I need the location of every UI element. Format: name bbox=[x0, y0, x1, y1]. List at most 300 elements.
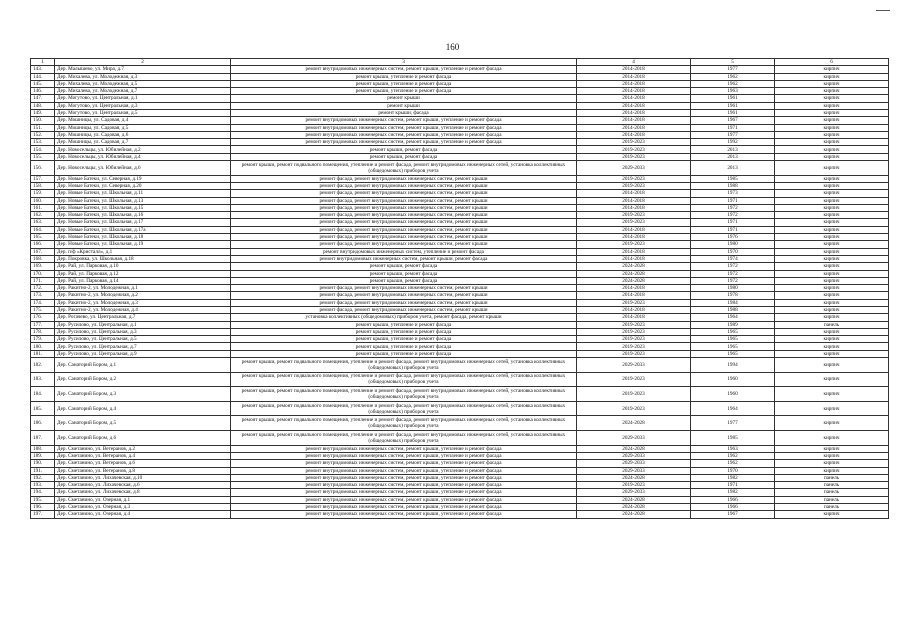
row-number-cell: 174. bbox=[31, 299, 55, 306]
repair-types-cell: ремонт внутридомовых инженерных систем, ремонт крыши, утепление и ремонт фасада bbox=[231, 504, 577, 511]
address-cell: Дер. Новосельцы, ул. Юбилейная, д.4 bbox=[55, 153, 231, 160]
row-number-cell: 195. bbox=[31, 496, 55, 503]
row-number-cell: 144. bbox=[31, 73, 55, 80]
period-cell: 2019-2023 bbox=[577, 401, 691, 416]
address-cell: Дер. Русилово, ул. Центральная, д.9 bbox=[55, 350, 231, 357]
build-year-cell: 1972 bbox=[691, 270, 775, 277]
table-row bbox=[31, 117, 889, 124]
address-cell: Дер. Новые Батеки, ул. Школьная, д.16 bbox=[55, 212, 231, 219]
row-number-cell: 197. bbox=[31, 511, 55, 518]
period-cell: 2014-2018 bbox=[577, 226, 691, 233]
table-row bbox=[31, 277, 889, 284]
repair-types-cell: ремонт фасада, ремонт внутридомовых инженерных систем, ремонт крыши bbox=[231, 197, 577, 204]
period-cell: 2024-2028 bbox=[577, 263, 691, 270]
repair-types-cell: ремонт фасада, ремонт внутридомовых инженерных систем, ремонт крыши bbox=[231, 241, 577, 248]
build-year-cell: 1965 bbox=[691, 350, 775, 357]
table-row bbox=[31, 482, 889, 489]
wall-material-cell: кирпич bbox=[775, 452, 889, 459]
address-cell: Дер. Новые Батеки, ул. Школьная, д.11 bbox=[55, 190, 231, 197]
wall-material-cell: кирпич bbox=[775, 73, 889, 80]
wall-material-cell: кирпич bbox=[775, 146, 889, 153]
address-cell: Дер. Новые Батеки, ул. Северная, д.20 bbox=[55, 182, 231, 189]
build-year-cell: 1982 bbox=[691, 474, 775, 481]
wall-material-cell: кирпич bbox=[775, 270, 889, 277]
repair-types-cell: ремонт внутридомовых инженерных систем, ремонт крыши, утепление и ремонт фасада bbox=[231, 482, 577, 489]
row-number-cell: 146. bbox=[31, 88, 55, 95]
repair-types-cell: ремонт крыши, ремонт фасада bbox=[231, 270, 577, 277]
repair-types-cell: ремонт внутридомовых инженерных систем, утепление и ремонт фасада bbox=[231, 248, 577, 255]
table-row bbox=[31, 248, 889, 255]
wall-material-cell: кирпич bbox=[775, 66, 889, 73]
row-number-cell: 172. bbox=[31, 285, 55, 292]
table-row bbox=[31, 358, 889, 373]
address-cell: Дер. Сметанино, ул. Ветеранов, д.8 bbox=[55, 467, 231, 474]
build-year-cell: 1989 bbox=[691, 321, 775, 328]
address-cell: Дер. Мошницы, ул. Садовая, д.5 bbox=[55, 124, 231, 131]
row-number-cell: 167. bbox=[31, 248, 55, 255]
table-row bbox=[31, 321, 889, 328]
wall-material-cell: кирпич bbox=[775, 190, 889, 197]
row-number-cell: 176. bbox=[31, 314, 55, 321]
wall-material-cell: кирпич bbox=[775, 95, 889, 102]
wall-material-cell: панель bbox=[775, 474, 889, 481]
period-cell: 2014-2018 bbox=[577, 131, 691, 138]
period-cell: 2019-2023 bbox=[577, 212, 691, 219]
row-number-cell: 148. bbox=[31, 102, 55, 109]
build-year-cell: 1978 bbox=[691, 292, 775, 299]
wall-material-cell: кирпич bbox=[775, 80, 889, 87]
repair-types-cell: ремонт внутридомовых инженерных систем, ремонт крыши, утепление и ремонт фасада bbox=[231, 139, 577, 146]
wall-material-cell: кирпич bbox=[775, 102, 889, 109]
table-row bbox=[31, 511, 889, 518]
period-cell: 2014-2018 bbox=[577, 66, 691, 73]
address-cell: Дер. Русилово, ул. Центральная, д.5 bbox=[55, 336, 231, 343]
row-number-cell: 185. bbox=[31, 401, 55, 416]
period-cell: 2014-2018 bbox=[577, 248, 691, 255]
address-cell: Дер. Михалева, ул. Молодежная, д.5 bbox=[55, 80, 231, 87]
table-row bbox=[31, 66, 889, 73]
build-year-cell: 1962 bbox=[691, 73, 775, 80]
repair-types-cell: ремонт крыши, фасада bbox=[231, 109, 577, 116]
table-row bbox=[31, 489, 889, 496]
wall-material-cell: кирпич bbox=[775, 416, 889, 431]
row-number-cell: 169. bbox=[31, 263, 55, 270]
table-row bbox=[31, 299, 889, 306]
wall-material-cell: кирпич bbox=[775, 255, 889, 262]
address-cell: Дер. Сметанино, ул. Озерная, д.1 bbox=[55, 496, 231, 503]
table-row bbox=[31, 452, 889, 459]
row-number-cell: 188. bbox=[31, 445, 55, 452]
wall-material-cell: кирпич bbox=[775, 401, 889, 416]
address-cell: Дер. Могутово, ул. Центральная, д.5 bbox=[55, 109, 231, 116]
wall-material-cell: кирпич bbox=[775, 88, 889, 95]
row-number-cell: 158. bbox=[31, 182, 55, 189]
row-number-cell: 154. bbox=[31, 146, 55, 153]
table-row bbox=[31, 255, 889, 262]
row-number-cell: 183. bbox=[31, 372, 55, 387]
table-row bbox=[31, 190, 889, 197]
table-row bbox=[31, 263, 889, 270]
repair-types-cell: ремонт крыши, ремонт подвального помещения, утепление и ремонт фасада, ремонт внутридомовых инженерных сетей, установка коллективных (общедомовых) приборов учета bbox=[231, 387, 577, 402]
wall-material-cell: кирпич bbox=[775, 131, 889, 138]
build-year-cell: 1965 bbox=[691, 336, 775, 343]
period-cell: 2029-2033 bbox=[577, 460, 691, 467]
repair-types-cell: ремонт крыши bbox=[231, 102, 577, 109]
build-year-cell: 1972 bbox=[691, 204, 775, 211]
repair-types-cell: ремонт крыши, ремонт фасада bbox=[231, 277, 577, 284]
address-cell: Дер. Сметанино, ул. Ветеранов, д.2 bbox=[55, 445, 231, 452]
build-year-cell: 2013 bbox=[691, 161, 775, 176]
address-cell: Дер. Санаторий Бором, д.3 bbox=[55, 387, 231, 402]
table-row bbox=[31, 234, 889, 241]
build-year-cell: 1994 bbox=[691, 358, 775, 373]
build-year-cell: 1988 bbox=[691, 307, 775, 314]
repair-types-cell: ремонт крыши, ремонт подвального помещения, утепление и ремонт фасада, ремонт внутридомовых инженерных сетей, установка коллективных (общедомовых) приборов учета bbox=[231, 161, 577, 176]
wall-material-cell: кирпич bbox=[775, 109, 889, 116]
build-year-cell: 1971 bbox=[691, 124, 775, 131]
header-cell: 1 bbox=[31, 59, 55, 66]
address-cell: Дер. Санаторий Бором, д.2 bbox=[55, 372, 231, 387]
row-number-cell: 181. bbox=[31, 350, 55, 357]
period-cell: 2024-2028 bbox=[577, 474, 691, 481]
repair-types-cell: ремонт крыши bbox=[231, 95, 577, 102]
table-row bbox=[31, 139, 889, 146]
address-cell: Дер. Санаторий Бором, д.1 bbox=[55, 358, 231, 373]
build-year-cell: 1965 bbox=[691, 343, 775, 350]
period-cell: 2014-2018 bbox=[577, 285, 691, 292]
address-cell: Дер. Новосельцы, ул. Юбилейная, д.6 bbox=[55, 161, 231, 176]
build-year-cell: 1966 bbox=[691, 496, 775, 503]
address-cell: Дер. Рай, ул. Парковая, д.14 bbox=[55, 277, 231, 284]
period-cell: 2019-2023 bbox=[577, 328, 691, 335]
table-row bbox=[31, 445, 889, 452]
table-row bbox=[31, 109, 889, 116]
period-cell: 2014-2018 bbox=[577, 88, 691, 95]
table-row bbox=[31, 197, 889, 204]
repair-types-cell: ремонт внутридомовых инженерных систем, ремонт крыши, утепление и ремонт фасада bbox=[231, 467, 577, 474]
repair-types-cell: ремонт фасада, ремонт внутридомовых инженерных систем, ремонт крыши bbox=[231, 299, 577, 306]
address-cell: Дер. Сметанино, ул. Озерная, д.3 bbox=[55, 504, 231, 511]
wall-material-cell: кирпич bbox=[775, 307, 889, 314]
table-row bbox=[31, 314, 889, 321]
build-year-cell: 1988 bbox=[691, 182, 775, 189]
wall-material-cell: кирпич bbox=[775, 117, 889, 124]
build-year-cell: 1962 bbox=[691, 460, 775, 467]
table-row bbox=[31, 270, 889, 277]
repair-types-cell: ремонт внутридомовых инженерных систем, ремонт крыши, утепление и ремонт фасада bbox=[231, 452, 577, 459]
table-row bbox=[31, 95, 889, 102]
wall-material-cell: кирпич bbox=[775, 219, 889, 226]
period-cell: 2014-2018 bbox=[577, 95, 691, 102]
address-cell: Дер. Мошницы, ул. Садовая, д.7 bbox=[55, 139, 231, 146]
row-number-cell: 180. bbox=[31, 343, 55, 350]
address-cell: Дер. Новосельцы, ул. Юбилейная, д.2 bbox=[55, 146, 231, 153]
repair-types-cell: ремонт фасада, ремонт внутридомовых инженерных систем, ремонт крыши bbox=[231, 190, 577, 197]
period-cell: 2029-2033 bbox=[577, 452, 691, 459]
build-year-cell: 1965 bbox=[691, 328, 775, 335]
address-cell: Дер. Ракитно-2, ул. Молодежная, д.1 bbox=[55, 285, 231, 292]
build-year-cell: 1970 bbox=[691, 248, 775, 255]
address-cell: Дер. Сметанино, ул. Озерная, д.4 bbox=[55, 511, 231, 518]
period-cell: 2019-2023 bbox=[577, 372, 691, 387]
repair-types-cell: ремонт крыши, ремонт подвального помещения, утепление и ремонт фасада, ремонт внутридомовых инженерных сетей, установка коллективных (общедомовых) приборов учета bbox=[231, 431, 577, 446]
row-number-cell: 178. bbox=[31, 328, 55, 335]
table-row bbox=[31, 226, 889, 233]
wall-material-cell: кирпич bbox=[775, 445, 889, 452]
build-year-cell: 1977 bbox=[691, 66, 775, 73]
address-cell: Дер. Рогачево, ул. Центральная, д.7 bbox=[55, 314, 231, 321]
build-year-cell: 1966 bbox=[691, 504, 775, 511]
repair-types-cell: ремонт фасада, ремонт внутридомовых инженерных систем, ремонт крыши bbox=[231, 307, 577, 314]
build-year-cell: 1977 bbox=[691, 416, 775, 431]
table-row bbox=[31, 372, 889, 387]
wall-material-cell: кирпич bbox=[775, 241, 889, 248]
period-cell: 2014-2018 bbox=[577, 80, 691, 87]
build-year-cell: 1963 bbox=[691, 88, 775, 95]
build-year-cell: 1967 bbox=[691, 117, 775, 124]
row-number-cell: 143. bbox=[31, 66, 55, 73]
wall-material-cell: кирпич bbox=[775, 153, 889, 160]
period-cell: 2014-2018 bbox=[577, 124, 691, 131]
row-number-cell: 186. bbox=[31, 416, 55, 431]
row-number-cell: 157. bbox=[31, 175, 55, 182]
row-number-cell: 163. bbox=[31, 219, 55, 226]
build-year-cell: 1970 bbox=[691, 467, 775, 474]
table-row bbox=[31, 431, 889, 446]
wall-material-cell: кирпич bbox=[775, 175, 889, 182]
repair-types-cell: ремонт фасада, ремонт внутридомовых инженерных систем, ремонт крыши bbox=[231, 285, 577, 292]
build-year-cell: 1964 bbox=[691, 401, 775, 416]
wall-material-cell: кирпич bbox=[775, 336, 889, 343]
wall-material-cell: кирпич bbox=[775, 431, 889, 446]
table-row bbox=[31, 307, 889, 314]
period-cell: 2029-2033 bbox=[577, 161, 691, 176]
repair-types-cell: ремонт внутридомовых инженерных систем, ремонт крыши, утепление и ремонт фасада bbox=[231, 117, 577, 124]
wall-material-cell: кирпич bbox=[775, 314, 889, 321]
build-year-cell: 1961 bbox=[691, 102, 775, 109]
table-row bbox=[31, 401, 889, 416]
table-row bbox=[31, 496, 889, 503]
row-number-cell: 150. bbox=[31, 117, 55, 124]
wall-material-cell: кирпич bbox=[775, 277, 889, 284]
wall-material-cell: кирпич bbox=[775, 161, 889, 176]
wall-material-cell: кирпич bbox=[775, 124, 889, 131]
wall-material-cell: кирпич bbox=[775, 350, 889, 357]
period-cell: 2019-2023 bbox=[577, 182, 691, 189]
table-row bbox=[31, 219, 889, 226]
address-cell: Дер. Рай, ул. Парковая, д.10 bbox=[55, 263, 231, 270]
page-number: 160 bbox=[445, 42, 460, 52]
address-cell: Дер. Сметанино, ул. Ветеранов, д.6 bbox=[55, 460, 231, 467]
period-cell: 2019-2023 bbox=[577, 299, 691, 306]
build-year-cell: 1982 bbox=[691, 489, 775, 496]
repair-types-cell: ремонт внутридомовых инженерных систем, ремонт крыши, ремонт фасада bbox=[231, 255, 577, 262]
build-year-cell: 2013 bbox=[691, 146, 775, 153]
row-number-cell: 193. bbox=[31, 482, 55, 489]
address-cell: Дер. Михалева, ул. Молодежная, д.3 bbox=[55, 73, 231, 80]
repair-types-cell: ремонт фасада, ремонт внутридомовых инженерных систем, ремонт крыши bbox=[231, 219, 577, 226]
period-cell: 2019-2023 bbox=[577, 139, 691, 146]
repair-types-cell: ремонт внутридомовых инженерных систем, ремонт крыши, утепление и ремонт фасада bbox=[231, 460, 577, 467]
wall-material-cell: кирпич bbox=[775, 204, 889, 211]
row-number-cell: 151. bbox=[31, 124, 55, 131]
repair-types-cell: установка коллективных (общедомовых) приборов учета, ремонт фасада, ремонт крыши bbox=[231, 314, 577, 321]
period-cell: 2024-2028 bbox=[577, 277, 691, 284]
build-year-cell: 1971 bbox=[691, 226, 775, 233]
build-year-cell: 1971 bbox=[691, 482, 775, 489]
period-cell: 2019-2023 bbox=[577, 219, 691, 226]
period-cell: 2024-2028 bbox=[577, 445, 691, 452]
wall-material-cell: кирпич bbox=[775, 248, 889, 255]
table-row bbox=[31, 146, 889, 153]
row-number-cell: 161. bbox=[31, 204, 55, 211]
table-row bbox=[31, 80, 889, 87]
build-year-cell: 1977 bbox=[691, 131, 775, 138]
table-row bbox=[31, 460, 889, 467]
wall-material-cell: кирпич bbox=[775, 139, 889, 146]
period-cell: 2019-2023 bbox=[577, 241, 691, 248]
row-number-cell: 155. bbox=[31, 153, 55, 160]
build-year-cell: 1961 bbox=[691, 109, 775, 116]
address-cell: Дер. Русилово, ул. Центральная, д.3 bbox=[55, 328, 231, 335]
table-row bbox=[31, 88, 889, 95]
row-number-cell: 160. bbox=[31, 197, 55, 204]
period-cell: 2014-2018 bbox=[577, 314, 691, 321]
table-row bbox=[31, 336, 889, 343]
repair-types-cell: ремонт крыши, утепление и ремонт фасада bbox=[231, 80, 577, 87]
period-cell: 2029-2033 bbox=[577, 489, 691, 496]
period-cell: 2014-2018 bbox=[577, 102, 691, 109]
row-number-cell: 152. bbox=[31, 131, 55, 138]
repair-types-cell: ремонт крыши, ремонт подвального помещения, утепление и ремонт фасада, ремонт внутридомовых инженерных сетей, установка коллективных (общедомовых) приборов учета bbox=[231, 358, 577, 373]
repair-types-cell: ремонт крыши, утепление и ремонт фасада bbox=[231, 321, 577, 328]
repair-types-cell: ремонт внутридомовых инженерных систем, ремонт крыши, утепление и ремонт фасада bbox=[231, 511, 577, 518]
period-cell: 2019-2023 bbox=[577, 343, 691, 350]
address-cell: Дер. Санаторий Бором, д.6 bbox=[55, 431, 231, 446]
row-number-cell: 149. bbox=[31, 109, 55, 116]
period-cell: 2024-2028 bbox=[577, 504, 691, 511]
address-cell: Дер. Санаторий Бором, д.5 bbox=[55, 416, 231, 431]
wall-material-cell: кирпич bbox=[775, 212, 889, 219]
address-cell: Дер. Новые Батеки, ул. Школьная, д.13 bbox=[55, 197, 231, 204]
address-cell: Дер. Михалева, ул. Молодежная, д.7 bbox=[55, 88, 231, 95]
wall-material-cell: кирпич bbox=[775, 299, 889, 306]
build-year-cell: 1972 bbox=[691, 263, 775, 270]
address-cell: Дер. Сметанино, ул. Лихачевская, д.8 bbox=[55, 489, 231, 496]
period-cell: 2014-2018 bbox=[577, 255, 691, 262]
wall-material-cell: панель bbox=[775, 321, 889, 328]
address-cell: Дер. Ракитно-2, ул. Молодежная, д.2 bbox=[55, 292, 231, 299]
address-cell: Дер. Покровка, ул. Школьная, д.18 bbox=[55, 255, 231, 262]
table-row bbox=[31, 102, 889, 109]
row-number-cell: 164. bbox=[31, 226, 55, 233]
address-cell: Дер. Могутово, ул. Центральная, д.1 bbox=[55, 95, 231, 102]
build-year-cell: 1974 bbox=[691, 255, 775, 262]
row-number-cell: 168. bbox=[31, 255, 55, 262]
table-row bbox=[31, 175, 889, 182]
wall-material-cell: кирпич bbox=[775, 511, 889, 518]
capital-repair-table bbox=[30, 58, 889, 519]
period-cell: 2014-2018 bbox=[577, 204, 691, 211]
repair-types-cell: ремонт фасада, ремонт внутридомовых инженерных систем, ремонт крыши bbox=[231, 234, 577, 241]
build-year-cell: 1980 bbox=[691, 285, 775, 292]
repair-types-cell: ремонт внутридомовых инженерных систем, ремонт крыши, утепление и ремонт фасада bbox=[231, 131, 577, 138]
build-year-cell: 2013 bbox=[691, 153, 775, 160]
wall-material-cell: панель bbox=[775, 504, 889, 511]
row-number-cell: 153. bbox=[31, 139, 55, 146]
repair-types-cell: ремонт крыши, ремонт фасада bbox=[231, 153, 577, 160]
wall-material-cell: кирпич bbox=[775, 197, 889, 204]
build-year-cell: 1985 bbox=[691, 175, 775, 182]
row-number-cell: 179. bbox=[31, 336, 55, 343]
period-cell: 2019-2023 bbox=[577, 350, 691, 357]
period-cell: 2024-2028 bbox=[577, 496, 691, 503]
wall-material-cell: кирпич bbox=[775, 387, 889, 402]
table-row bbox=[31, 343, 889, 350]
address-cell: Дер. Новые Батеки, ул. Северная, д.19 bbox=[55, 175, 231, 182]
table-row bbox=[31, 416, 889, 431]
build-year-cell: 1960 bbox=[691, 387, 775, 402]
period-cell: 2019-2023 bbox=[577, 153, 691, 160]
header-cell: 3 bbox=[231, 59, 577, 66]
address-cell: Дер. Новые Батеки, ул. Школьная, д.18 bbox=[55, 234, 231, 241]
address-cell: Дер. Сметанино, ул. Ветеранов, д.4 bbox=[55, 452, 231, 459]
row-number-cell: 166. bbox=[31, 241, 55, 248]
period-cell: 2019-2023 bbox=[577, 387, 691, 402]
repair-types-cell: ремонт внутридомовых инженерных систем, ремонт крыши, утепление и ремонт фасада bbox=[231, 124, 577, 131]
row-number-cell: 187. bbox=[31, 431, 55, 446]
period-cell: 2014-2018 bbox=[577, 307, 691, 314]
repair-types-cell: ремонт крыши, утепление и ремонт фасада bbox=[231, 350, 577, 357]
table-row bbox=[31, 73, 889, 80]
address-cell: Дер. п/ф «Кристалл», д.1 bbox=[55, 248, 231, 255]
build-year-cell: 1972 bbox=[691, 212, 775, 219]
repair-types-cell: ремонт фасада, ремонт внутридомовых инженерных систем, ремонт крыши bbox=[231, 212, 577, 219]
table-row bbox=[31, 212, 889, 219]
table-row bbox=[31, 241, 889, 248]
address-cell: Дер. Малышево, ул. Мира, д.7 bbox=[55, 66, 231, 73]
row-number-cell: 162. bbox=[31, 212, 55, 219]
wall-material-cell: кирпич bbox=[775, 328, 889, 335]
table-row bbox=[31, 161, 889, 176]
wall-material-cell: кирпич bbox=[775, 234, 889, 241]
build-year-cell: 1964 bbox=[691, 314, 775, 321]
build-year-cell: 1980 bbox=[691, 241, 775, 248]
build-year-cell: 1972 bbox=[691, 277, 775, 284]
period-cell: 2019-2023 bbox=[577, 146, 691, 153]
repair-types-cell: ремонт крыши, утепление и ремонт фасада bbox=[231, 73, 577, 80]
wall-material-cell: кирпич bbox=[775, 358, 889, 373]
repair-types-cell: ремонт внутридомовых инженерных систем, ремонт крыши, утепление и ремонт фасада bbox=[231, 496, 577, 503]
repair-types-cell: ремонт крыши, ремонт фасада bbox=[231, 146, 577, 153]
repair-types-cell: ремонт фасада, ремонт внутридомовых инженерных систем, ремонт крыши bbox=[231, 182, 577, 189]
wall-material-cell: кирпич bbox=[775, 182, 889, 189]
wall-material-cell: кирпич bbox=[775, 263, 889, 270]
build-year-cell: 1984 bbox=[691, 299, 775, 306]
period-cell: 2014-2018 bbox=[577, 117, 691, 124]
table-body bbox=[31, 59, 889, 519]
address-cell: Дер. Могутово, ул. Центральная, д.3 bbox=[55, 102, 231, 109]
build-year-cell: 1985 bbox=[691, 431, 775, 446]
build-year-cell: 1971 bbox=[691, 219, 775, 226]
period-cell: 2014-2018 bbox=[577, 73, 691, 80]
table-row bbox=[31, 328, 889, 335]
table-row bbox=[31, 292, 889, 299]
repair-types-cell: ремонт крыши, ремонт фасада bbox=[231, 263, 577, 270]
repair-types-cell: ремонт внутридомовых инженерных систем, ремонт крыши, утепление и ремонт фасада bbox=[231, 66, 577, 73]
repair-types-cell: ремонт фасада, ремонт внутридомовых инженерных систем, ремонт крыши bbox=[231, 292, 577, 299]
table-row bbox=[31, 387, 889, 402]
